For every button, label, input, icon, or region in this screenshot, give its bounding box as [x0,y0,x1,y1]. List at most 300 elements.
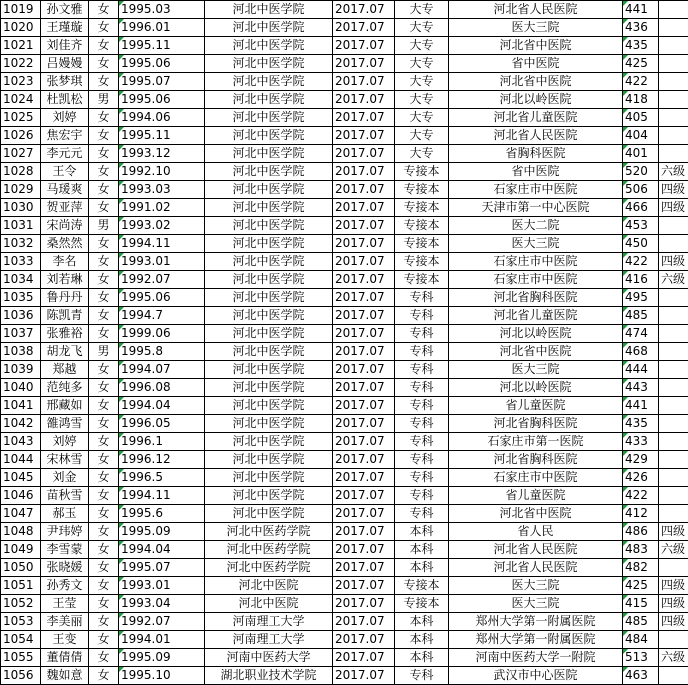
cell-hospital[interactable]: 河北省人民医院 [449,1,623,19]
cell-school[interactable]: 河北中医学院 [205,1,333,19]
cell-name[interactable]: 刘佳齐 [41,37,89,55]
cell-hospital[interactable]: 医大三院 [449,595,623,613]
cell-school[interactable]: 河北中医院 [205,595,333,613]
cell-english[interactable] [659,487,688,505]
cell-id[interactable]: 1027 [1,145,41,163]
cell-birth[interactable]: 1995.06 [119,289,205,307]
cell-birth[interactable]: 1995.09 [119,649,205,667]
cell-graduation[interactable]: 2017.07 [333,217,395,235]
cell-graduation[interactable]: 2017.07 [333,613,395,631]
cell-name[interactable]: 邢藏如 [41,397,89,415]
cell-english[interactable]: 六级 [659,541,688,559]
cell-id[interactable]: 1039 [1,361,41,379]
cell-gender[interactable]: 女 [89,523,119,541]
cell-english[interactable] [659,505,688,523]
cell-degree[interactable]: 本科 [395,541,449,559]
cell-gender[interactable]: 女 [89,649,119,667]
cell-hospital[interactable]: 石家庄市中医院 [449,271,623,289]
cell-degree[interactable]: 专科 [395,289,449,307]
cell-degree[interactable]: 专接本 [395,595,449,613]
cell-degree[interactable]: 专科 [395,469,449,487]
cell-birth[interactable]: 1993.01 [119,253,205,271]
cell-gender[interactable]: 女 [89,559,119,577]
cell-graduation[interactable]: 2017.07 [333,433,395,451]
cell-birth[interactable]: 1994.11 [119,235,205,253]
cell-english[interactable] [659,19,688,37]
cell-english[interactable] [659,217,688,235]
cell-graduation[interactable]: 2017.07 [333,541,395,559]
cell-graduation[interactable]: 2017.07 [333,577,395,595]
cell-school[interactable]: 河北中医药学院 [205,523,333,541]
cell-degree[interactable]: 专科 [395,397,449,415]
cell-english[interactable]: 四级 [659,253,688,271]
cell-birth[interactable]: 1994.06 [119,109,205,127]
cell-id[interactable]: 1047 [1,505,41,523]
cell-english[interactable] [659,559,688,577]
cell-english[interactable] [659,91,688,109]
cell-birth[interactable]: 1999.06 [119,325,205,343]
cell-graduation[interactable]: 2017.07 [333,595,395,613]
cell-graduation[interactable]: 2017.07 [333,199,395,217]
cell-score[interactable]: 436 [623,19,659,37]
cell-birth[interactable]: 1992.10 [119,163,205,181]
cell-degree[interactable]: 本科 [395,613,449,631]
cell-graduation[interactable]: 2017.07 [333,91,395,109]
cell-name[interactable]: 李元元 [41,145,89,163]
cell-score[interactable]: 483 [623,541,659,559]
cell-degree[interactable]: 专科 [395,667,449,685]
cell-school[interactable]: 河北中医学院 [205,109,333,127]
cell-degree[interactable]: 专科 [395,505,449,523]
cell-birth[interactable]: 1994.04 [119,541,205,559]
cell-hospital[interactable]: 武汉市中心医院 [449,667,623,685]
cell-school[interactable]: 河北中医学院 [205,469,333,487]
cell-school[interactable]: 河北中医学院 [205,325,333,343]
cell-degree[interactable]: 专接本 [395,577,449,595]
cell-degree[interactable]: 大专 [395,127,449,145]
cell-name[interactable]: 刘婷 [41,433,89,451]
cell-hospital[interactable]: 石家庄市中医院 [449,181,623,199]
cell-school[interactable]: 河北中医学院 [205,217,333,235]
cell-birth[interactable]: 1993.12 [119,145,205,163]
cell-id[interactable]: 1023 [1,73,41,91]
cell-school[interactable]: 河北中医学院 [205,505,333,523]
cell-name[interactable]: 焦宏宇 [41,127,89,145]
cell-hospital[interactable]: 医大三院 [449,19,623,37]
cell-degree[interactable]: 专接本 [395,271,449,289]
cell-gender[interactable]: 女 [89,613,119,631]
cell-score[interactable]: 444 [623,361,659,379]
cell-graduation[interactable]: 2017.07 [333,451,395,469]
cell-graduation[interactable]: 2017.07 [333,19,395,37]
cell-score[interactable]: 468 [623,343,659,361]
cell-degree[interactable]: 专科 [395,451,449,469]
cell-score[interactable]: 426 [623,469,659,487]
cell-english[interactable] [659,1,688,19]
cell-english[interactable] [659,109,688,127]
cell-english[interactable] [659,667,688,685]
cell-birth[interactable]: 1995.10 [119,667,205,685]
cell-name[interactable]: 魏如意 [41,667,89,685]
cell-hospital[interactable]: 石家庄市中医院 [449,253,623,271]
cell-name[interactable]: 陈凯青 [41,307,89,325]
cell-score[interactable]: 415 [623,595,659,613]
cell-graduation[interactable]: 2017.07 [333,307,395,325]
cell-hospital[interactable]: 省人民 [449,523,623,541]
cell-hospital[interactable]: 医大三院 [449,577,623,595]
cell-graduation[interactable]: 2017.07 [333,73,395,91]
cell-name[interactable]: 刘婷 [41,109,89,127]
cell-birth[interactable]: 1995.6 [119,505,205,523]
cell-id[interactable]: 1043 [1,433,41,451]
cell-birth[interactable]: 1992.07 [119,613,205,631]
cell-school[interactable]: 河北中医药学院 [205,559,333,577]
cell-hospital[interactable]: 河北省人民医院 [449,559,623,577]
cell-birth[interactable]: 1994.01 [119,631,205,649]
cell-hospital[interactable]: 郑州大学第一附属医院 [449,631,623,649]
cell-school[interactable]: 河北中医学院 [205,37,333,55]
cell-english[interactable] [659,469,688,487]
cell-hospital[interactable]: 郑州大学第一附属医院 [449,613,623,631]
cell-birth[interactable]: 1995.06 [119,55,205,73]
cell-score[interactable]: 429 [623,451,659,469]
cell-graduation[interactable]: 2017.07 [333,487,395,505]
cell-score[interactable]: 450 [623,235,659,253]
cell-score[interactable]: 422 [623,487,659,505]
cell-graduation[interactable]: 2017.07 [333,379,395,397]
cell-degree[interactable]: 大专 [395,1,449,19]
cell-gender[interactable]: 女 [89,289,119,307]
cell-id[interactable]: 1021 [1,37,41,55]
cell-school[interactable]: 河北中医学院 [205,73,333,91]
cell-hospital[interactable]: 河北省中医院 [449,37,623,55]
cell-english[interactable] [659,379,688,397]
cell-degree[interactable]: 专接本 [395,253,449,271]
cell-english[interactable] [659,235,688,253]
cell-graduation[interactable]: 2017.07 [333,469,395,487]
cell-degree[interactable]: 本科 [395,631,449,649]
cell-name[interactable]: 李名 [41,253,89,271]
cell-score[interactable]: 401 [623,145,659,163]
cell-score[interactable]: 425 [623,55,659,73]
cell-id[interactable]: 1055 [1,649,41,667]
cell-score[interactable]: 495 [623,289,659,307]
cell-school[interactable]: 河北中医学院 [205,199,333,217]
cell-id[interactable]: 1036 [1,307,41,325]
cell-score[interactable]: 466 [623,199,659,217]
cell-english[interactable] [659,145,688,163]
cell-school[interactable]: 河北中医学院 [205,451,333,469]
cell-birth[interactable]: 1994.07 [119,361,205,379]
cell-name[interactable]: 雒鸿雪 [41,415,89,433]
cell-score[interactable]: 422 [623,73,659,91]
cell-english[interactable] [659,397,688,415]
cell-birth[interactable]: 1996.5 [119,469,205,487]
cell-gender[interactable]: 女 [89,1,119,19]
cell-degree[interactable]: 大专 [395,37,449,55]
cell-name[interactable]: 鲁丹丹 [41,289,89,307]
cell-degree[interactable]: 大专 [395,145,449,163]
cell-graduation[interactable]: 2017.07 [333,289,395,307]
cell-graduation[interactable]: 2017.07 [333,505,395,523]
cell-score[interactable]: 418 [623,91,659,109]
cell-birth[interactable]: 1994.04 [119,397,205,415]
cell-graduation[interactable]: 2017.07 [333,181,395,199]
cell-id[interactable]: 1019 [1,1,41,19]
cell-school[interactable]: 河北中医院 [205,577,333,595]
cell-english[interactable] [659,415,688,433]
cell-birth[interactable]: 1995.03 [119,1,205,19]
cell-graduation[interactable]: 2017.07 [333,253,395,271]
cell-birth[interactable]: 1993.01 [119,577,205,595]
cell-id[interactable]: 1051 [1,577,41,595]
cell-hospital[interactable]: 河北省人民医院 [449,541,623,559]
cell-degree[interactable]: 专科 [395,361,449,379]
cell-birth[interactable]: 1994.7 [119,307,205,325]
cell-hospital[interactable]: 省中医院 [449,55,623,73]
cell-english[interactable] [659,73,688,91]
cell-degree[interactable]: 专接本 [395,217,449,235]
cell-score[interactable]: 412 [623,505,659,523]
cell-school[interactable]: 河北中医学院 [205,163,333,181]
cell-score[interactable]: 520 [623,163,659,181]
cell-gender[interactable]: 女 [89,109,119,127]
cell-gender[interactable]: 女 [89,145,119,163]
cell-birth[interactable]: 1991.02 [119,199,205,217]
cell-school[interactable]: 河北中医学院 [205,235,333,253]
cell-name[interactable]: 张雅裕 [41,325,89,343]
cell-graduation[interactable]: 2017.07 [333,649,395,667]
cell-id[interactable]: 1030 [1,199,41,217]
cell-score[interactable]: 422 [623,253,659,271]
cell-id[interactable]: 1033 [1,253,41,271]
cell-name[interactable]: 王变 [41,631,89,649]
cell-gender[interactable]: 女 [89,199,119,217]
cell-gender[interactable]: 女 [89,505,119,523]
cell-hospital[interactable]: 河北以岭医院 [449,325,623,343]
cell-school[interactable]: 河北中医学院 [205,181,333,199]
cell-hospital[interactable]: 天津市第一中心医院 [449,199,623,217]
cell-gender[interactable]: 女 [89,55,119,73]
cell-gender[interactable]: 男 [89,343,119,361]
cell-degree[interactable]: 大专 [395,91,449,109]
cell-name[interactable]: 董倩倩 [41,649,89,667]
cell-score[interactable]: 482 [623,559,659,577]
cell-degree[interactable]: 专接本 [395,235,449,253]
cell-degree[interactable]: 专接本 [395,199,449,217]
cell-birth[interactable]: 1996.1 [119,433,205,451]
cell-graduation[interactable]: 2017.07 [333,559,395,577]
cell-hospital[interactable]: 医大二院 [449,217,623,235]
cell-id[interactable]: 1048 [1,523,41,541]
cell-id[interactable]: 1024 [1,91,41,109]
cell-school[interactable]: 河北中医学院 [205,397,333,415]
cell-birth[interactable]: 1996.05 [119,415,205,433]
cell-hospital[interactable]: 河南中医药大学一附院 [449,649,623,667]
cell-school[interactable]: 河南理工大学 [205,631,333,649]
cell-english[interactable] [659,55,688,73]
cell-name[interactable]: 胡龙飞 [41,343,89,361]
cell-birth[interactable]: 1995.11 [119,127,205,145]
cell-score[interactable]: 474 [623,325,659,343]
cell-english[interactable]: 四级 [659,199,688,217]
cell-score[interactable]: 433 [623,433,659,451]
cell-gender[interactable]: 女 [89,631,119,649]
cell-id[interactable]: 1022 [1,55,41,73]
cell-english[interactable]: 四级 [659,181,688,199]
cell-school[interactable]: 河北中医药学院 [205,541,333,559]
cell-birth[interactable]: 1995.07 [119,73,205,91]
cell-name[interactable]: 马瑗爽 [41,181,89,199]
cell-degree[interactable]: 专科 [395,343,449,361]
cell-school[interactable]: 河北中医学院 [205,91,333,109]
cell-gender[interactable]: 女 [89,667,119,685]
cell-school[interactable]: 河北中医学院 [205,55,333,73]
cell-gender[interactable]: 女 [89,271,119,289]
cell-gender[interactable]: 女 [89,451,119,469]
cell-gender[interactable]: 女 [89,253,119,271]
cell-id[interactable]: 1034 [1,271,41,289]
cell-gender[interactable]: 女 [89,469,119,487]
cell-english[interactable]: 六级 [659,649,688,667]
cell-name[interactable]: 宋尚涛 [41,217,89,235]
cell-birth[interactable]: 1993.02 [119,217,205,235]
cell-birth[interactable]: 1994.11 [119,487,205,505]
cell-graduation[interactable]: 2017.07 [333,271,395,289]
cell-degree[interactable]: 专科 [395,379,449,397]
cell-gender[interactable]: 女 [89,19,119,37]
cell-graduation[interactable]: 2017.07 [333,109,395,127]
cell-school[interactable]: 河北中医学院 [205,253,333,271]
cell-graduation[interactable]: 2017.07 [333,397,395,415]
cell-graduation[interactable]: 2017.07 [333,343,395,361]
cell-school[interactable]: 河北中医学院 [205,343,333,361]
cell-gender[interactable]: 男 [89,217,119,235]
cell-hospital[interactable]: 省儿童医院 [449,397,623,415]
cell-score[interactable]: 484 [623,631,659,649]
cell-id[interactable]: 1042 [1,415,41,433]
cell-name[interactable]: 宋林雪 [41,451,89,469]
cell-gender[interactable]: 女 [89,415,119,433]
cell-school[interactable]: 河北中医学院 [205,289,333,307]
cell-hospital[interactable]: 河北省儿童医院 [449,307,623,325]
cell-birth[interactable]: 1996.01 [119,19,205,37]
cell-score[interactable]: 404 [623,127,659,145]
cell-name[interactable]: 范纯多 [41,379,89,397]
cell-gender[interactable]: 女 [89,379,119,397]
cell-id[interactable]: 1056 [1,667,41,685]
cell-birth[interactable]: 1995.07 [119,559,205,577]
cell-hospital[interactable]: 河北省人民医院 [449,127,623,145]
cell-name[interactable]: 刘若琳 [41,271,89,289]
cell-english[interactable] [659,343,688,361]
cell-degree[interactable]: 专科 [395,415,449,433]
cell-hospital[interactable]: 省胸科医院 [449,145,623,163]
cell-name[interactable]: 尹玮婷 [41,523,89,541]
cell-degree[interactable]: 大专 [395,109,449,127]
cell-score[interactable]: 463 [623,667,659,685]
cell-id[interactable]: 1032 [1,235,41,253]
cell-name[interactable]: 张梦琪 [41,73,89,91]
cell-degree[interactable]: 专科 [395,307,449,325]
cell-hospital[interactable]: 河北省中医院 [449,73,623,91]
cell-score[interactable]: 435 [623,415,659,433]
cell-english[interactable]: 六级 [659,163,688,181]
cell-id[interactable]: 1046 [1,487,41,505]
cell-graduation[interactable]: 2017.07 [333,127,395,145]
cell-id[interactable]: 1044 [1,451,41,469]
cell-gender[interactable]: 女 [89,487,119,505]
cell-gender[interactable]: 女 [89,325,119,343]
cell-gender[interactable]: 女 [89,361,119,379]
cell-score[interactable]: 441 [623,397,659,415]
cell-english[interactable]: 四级 [659,577,688,595]
cell-id[interactable]: 1041 [1,397,41,415]
cell-name[interactable]: 孙文雅 [41,1,89,19]
cell-graduation[interactable]: 2017.07 [333,415,395,433]
cell-score[interactable]: 435 [623,37,659,55]
cell-score[interactable]: 441 [623,1,659,19]
cell-english[interactable] [659,451,688,469]
cell-name[interactable]: 李雪蒙 [41,541,89,559]
cell-degree[interactable]: 本科 [395,649,449,667]
cell-graduation[interactable]: 2017.07 [333,163,395,181]
cell-english[interactable]: 六级 [659,271,688,289]
cell-name[interactable]: 郝玉 [41,505,89,523]
cell-english[interactable] [659,37,688,55]
cell-graduation[interactable]: 2017.07 [333,235,395,253]
cell-graduation[interactable]: 2017.07 [333,145,395,163]
cell-degree[interactable]: 专科 [395,433,449,451]
cell-name[interactable]: 杜凯松 [41,91,89,109]
cell-school[interactable]: 河南理工大学 [205,613,333,631]
cell-english[interactable] [659,289,688,307]
cell-english[interactable]: 四级 [659,523,688,541]
cell-name[interactable]: 王瑾璇 [41,19,89,37]
cell-name[interactable]: 孙秀文 [41,577,89,595]
cell-school[interactable]: 河北中医学院 [205,307,333,325]
cell-score[interactable]: 513 [623,649,659,667]
cell-english[interactable]: 四级 [659,595,688,613]
cell-school[interactable]: 河北中医学院 [205,487,333,505]
cell-school[interactable]: 河北中医学院 [205,19,333,37]
cell-birth[interactable]: 1996.12 [119,451,205,469]
cell-name[interactable]: 张晓媛 [41,559,89,577]
cell-degree[interactable]: 专科 [395,325,449,343]
cell-birth[interactable]: 1996.08 [119,379,205,397]
cell-score[interactable]: 425 [623,577,659,595]
cell-id[interactable]: 1028 [1,163,41,181]
cell-name[interactable]: 桑然然 [41,235,89,253]
cell-graduation[interactable]: 2017.07 [333,1,395,19]
cell-name[interactable]: 李美丽 [41,613,89,631]
cell-name[interactable]: 王令 [41,163,89,181]
cell-birth[interactable]: 1993.04 [119,595,205,613]
cell-id[interactable]: 1020 [1,19,41,37]
cell-gender[interactable]: 女 [89,235,119,253]
cell-english[interactable] [659,631,688,649]
cell-hospital[interactable]: 河北省胸科医院 [449,415,623,433]
cell-school[interactable]: 河北中医学院 [205,379,333,397]
cell-gender[interactable]: 女 [89,577,119,595]
cell-id[interactable]: 1040 [1,379,41,397]
cell-english[interactable] [659,325,688,343]
cell-gender[interactable]: 女 [89,397,119,415]
cell-name[interactable]: 苗秋雪 [41,487,89,505]
cell-degree[interactable]: 专科 [395,487,449,505]
cell-score[interactable]: 506 [623,181,659,199]
cell-id[interactable]: 1035 [1,289,41,307]
